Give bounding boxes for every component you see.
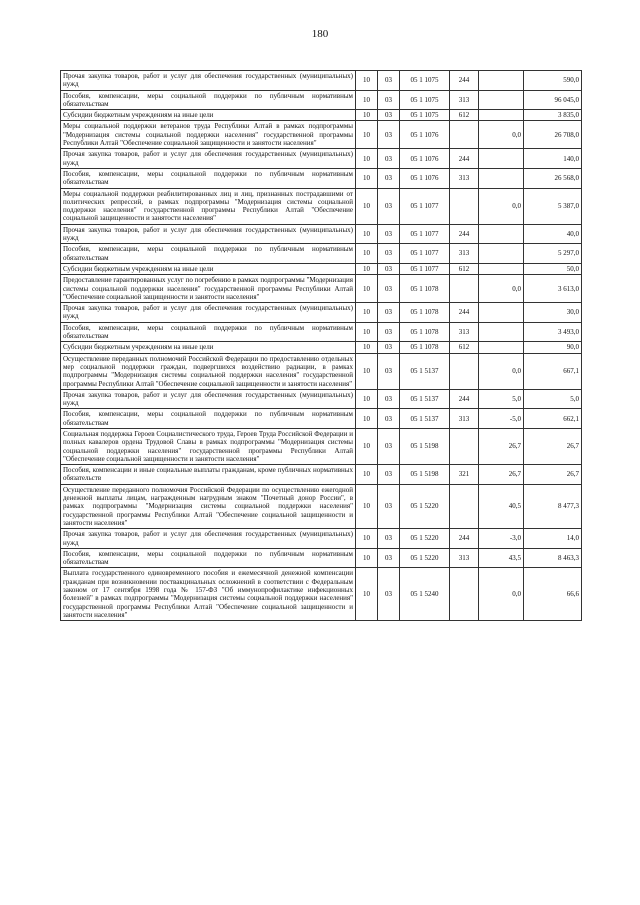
expense-type-cell: 244 [450, 303, 479, 323]
change-amount-cell: 5,0 [479, 389, 524, 409]
change-amount-cell: -3,0 [479, 529, 524, 549]
table-row [61, 548, 582, 568]
subsection-code-cell: 03 [378, 428, 400, 464]
expense-type-cell [450, 484, 479, 528]
change-amount-cell: 0,0 [479, 121, 524, 149]
change-amount-cell [479, 244, 524, 264]
budget-table [60, 70, 582, 621]
row-name-cell: Пособия, компенсации, меры социальной поддержки по публичным нормативным обязательствам [61, 168, 356, 188]
subsection-code-cell: 03 [378, 263, 400, 274]
total-amount-cell: 8 463,3 [524, 548, 582, 568]
table-row [61, 389, 582, 409]
section-code-cell: 10 [356, 409, 378, 429]
section-code-cell: 10 [356, 353, 378, 389]
section-code-cell: 10 [356, 428, 378, 464]
expense-type-cell: 244 [450, 224, 479, 244]
total-amount-cell: 5,0 [524, 389, 582, 409]
change-amount-cell [479, 303, 524, 323]
section-code-cell: 10 [356, 275, 378, 303]
subsection-code-cell: 03 [378, 149, 400, 169]
section-code-cell: 10 [356, 121, 378, 149]
target-article-cell: 05 1 5220 [400, 548, 450, 568]
expense-type-cell: 244 [450, 389, 479, 409]
total-amount-cell: 26 708,0 [524, 121, 582, 149]
expense-type-cell: 313 [450, 548, 479, 568]
row-name-cell: Меры социальной поддержки реабилитированных лиц и лиц, признанных пострадавшими от политических репрессий, в рамках подпрограммы "Модернизация системы социальной поддержки населения" государственной программы Республики Алтай "Обеспечение социальной защищенности и занятости населения" [61, 188, 356, 224]
table-row [61, 409, 582, 429]
subsection-code-cell: 03 [378, 409, 400, 429]
target-article-cell: 05 1 1078 [400, 275, 450, 303]
subsection-code-cell: 03 [378, 353, 400, 389]
change-amount-cell [479, 149, 524, 169]
expense-type-cell: 244 [450, 529, 479, 549]
table-row [61, 149, 582, 169]
total-amount-cell: 140,0 [524, 149, 582, 169]
target-article-cell: 05 1 5220 [400, 484, 450, 528]
subsection-code-cell: 03 [378, 322, 400, 342]
subsection-code-cell: 03 [378, 244, 400, 264]
change-amount-cell [479, 342, 524, 353]
target-article-cell: 05 1 5198 [400, 428, 450, 464]
total-amount-cell: 5 297,0 [524, 244, 582, 264]
expense-type-cell [450, 568, 479, 621]
expense-type-cell [450, 188, 479, 224]
change-amount-cell [479, 224, 524, 244]
section-code-cell: 10 [356, 110, 378, 121]
subsection-code-cell: 03 [378, 389, 400, 409]
target-article-cell: 05 1 1075 [400, 71, 450, 91]
target-article-cell: 05 1 1078 [400, 322, 450, 342]
change-amount-cell: 43,5 [479, 548, 524, 568]
change-amount-cell: 0,0 [479, 275, 524, 303]
section-code-cell: 10 [356, 303, 378, 323]
target-article-cell: 05 1 1075 [400, 90, 450, 110]
total-amount-cell: 3 613,0 [524, 275, 582, 303]
change-amount-cell: 0,0 [479, 188, 524, 224]
expense-type-cell [450, 275, 479, 303]
total-amount-cell: 662,1 [524, 409, 582, 429]
row-name-cell: Осуществление переданных полномочий Российской Федерации по предоставлению отдельных мер социальной поддержки граждан, подвергшихся воздействию радиации, в рамках подпрограммы "Модернизация системы социальной поддержки населения" государственной программы Республики Алтай "Обеспечение социальной защищенности и занятости населения" [61, 353, 356, 389]
row-name-cell: Прочая закупка товаров, работ и услуг для обеспечения государственных (муниципальных) нужд [61, 303, 356, 323]
section-code-cell: 10 [356, 484, 378, 528]
target-article-cell: 05 1 1075 [400, 110, 450, 121]
table-row [61, 428, 582, 464]
expense-type-cell: 612 [450, 110, 479, 121]
section-code-cell: 10 [356, 389, 378, 409]
target-article-cell: 05 1 5198 [400, 465, 450, 485]
expense-type-cell [450, 121, 479, 149]
expense-type-cell: 244 [450, 149, 479, 169]
subsection-code-cell: 03 [378, 548, 400, 568]
subsection-code-cell: 03 [378, 275, 400, 303]
subsection-code-cell: 03 [378, 529, 400, 549]
expense-type-cell [450, 353, 479, 389]
page-number: 180 [311, 28, 329, 40]
total-amount-cell: 8 477,3 [524, 484, 582, 528]
target-article-cell: 05 1 1078 [400, 303, 450, 323]
target-article-cell: 05 1 1077 [400, 263, 450, 274]
total-amount-cell: 90,0 [524, 342, 582, 353]
row-name-cell: Прочая закупка товаров, работ и услуг для обеспечения государственных (муниципальных) нужд [61, 529, 356, 549]
target-article-cell: 05 1 1076 [400, 149, 450, 169]
table-row [61, 529, 582, 549]
subsection-code-cell: 03 [378, 342, 400, 353]
total-amount-cell: 26 568,0 [524, 168, 582, 188]
table-row [61, 275, 582, 303]
row-name-cell: Осуществление переданного полномочия Российской Федерации по осуществлению ежегодной денежной выплаты лицам, награжденным нагрудным знаком "Почетный донор России", в рамках подпрограммы "Модернизация системы социальной поддержки населения" государственной программы Республики Алтай "Обеспечение социальной защищенности и занятости населения" [61, 484, 356, 528]
table-row [61, 484, 582, 528]
section-code-cell: 10 [356, 224, 378, 244]
target-article-cell: 05 1 1076 [400, 168, 450, 188]
row-name-cell: Прочая закупка товаров, работ и услуг для обеспечения государственных (муниципальных) нужд [61, 149, 356, 169]
total-amount-cell: 26,7 [524, 428, 582, 464]
section-code-cell: 10 [356, 342, 378, 353]
target-article-cell: 05 1 1078 [400, 342, 450, 353]
subsection-code-cell: 03 [378, 121, 400, 149]
change-amount-cell: -5,0 [479, 409, 524, 429]
subsection-code-cell: 03 [378, 71, 400, 91]
row-name-cell: Выплата государственного единовременного пособия и ежемесячной денежной компенсации гражданам при возникновении поствакцинальных осложнений в соответствии с Федеральным законом от 17 сентября 1998 года № 157-ФЗ "Об иммунопрофилактике инфекционных болезней" в рамках подпрограммы "Модернизация системы социальной поддержки населения" государственной программы Республики Алтай "Обеспечение социальной защищенности и занятости населения" [61, 568, 356, 621]
table-row [61, 244, 582, 264]
expense-type-cell [450, 428, 479, 464]
subsection-code-cell: 03 [378, 90, 400, 110]
table-row [61, 322, 582, 342]
table-row [61, 342, 582, 353]
expense-type-cell: 313 [450, 322, 479, 342]
expense-type-cell: 321 [450, 465, 479, 485]
change-amount-cell: 26,7 [479, 465, 524, 485]
table-row [61, 465, 582, 485]
expense-type-cell: 313 [450, 90, 479, 110]
row-name-cell: Пособия, компенсации, меры социальной поддержки по публичным нормативным обязательствам [61, 548, 356, 568]
target-article-cell: 05 1 5240 [400, 568, 450, 621]
target-article-cell: 05 1 5137 [400, 409, 450, 429]
target-article-cell: 05 1 5137 [400, 353, 450, 389]
section-code-cell: 10 [356, 529, 378, 549]
change-amount-cell: 40,5 [479, 484, 524, 528]
table-row [61, 90, 582, 110]
subsection-code-cell: 03 [378, 303, 400, 323]
total-amount-cell: 96 045,0 [524, 90, 582, 110]
total-amount-cell: 667,1 [524, 353, 582, 389]
target-article-cell: 05 1 1076 [400, 121, 450, 149]
subsection-code-cell: 03 [378, 188, 400, 224]
target-article-cell: 05 1 1077 [400, 188, 450, 224]
table-row [61, 188, 582, 224]
row-name-cell: Субсидии бюджетным учреждениям на иные цели [61, 342, 356, 353]
table-row [61, 353, 582, 389]
subsection-code-cell: 03 [378, 168, 400, 188]
row-name-cell: Меры социальной поддержки ветеранов труда Республики Алтай в рамках подпрограммы "Модернизация системы социальной поддержки населения" государственной программы Республики Алтай "Обеспечение социальной защищенности и занятости населения" [61, 121, 356, 149]
row-name-cell: Субсидии бюджетным учреждениям на иные цели [61, 110, 356, 121]
section-code-cell: 10 [356, 244, 378, 264]
change-amount-cell: 0,0 [479, 568, 524, 621]
subsection-code-cell: 03 [378, 484, 400, 528]
table-row [61, 121, 582, 149]
section-code-cell: 10 [356, 322, 378, 342]
change-amount-cell [479, 71, 524, 91]
section-code-cell: 10 [356, 263, 378, 274]
section-code-cell: 10 [356, 149, 378, 169]
row-name-cell: Пособия, компенсации, меры социальной поддержки по публичным нормативным обязательствам [61, 90, 356, 110]
target-article-cell: 05 1 5220 [400, 529, 450, 549]
change-amount-cell [479, 110, 524, 121]
total-amount-cell: 66,6 [524, 568, 582, 621]
total-amount-cell: 40,0 [524, 224, 582, 244]
total-amount-cell: 590,0 [524, 71, 582, 91]
total-amount-cell: 30,0 [524, 303, 582, 323]
row-name-cell: Пособия, компенсации, меры социальной поддержки по публичным нормативным обязательствам [61, 409, 356, 429]
total-amount-cell: 5 387,0 [524, 188, 582, 224]
table-row [61, 263, 582, 274]
total-amount-cell: 50,0 [524, 263, 582, 274]
expense-type-cell: 313 [450, 168, 479, 188]
section-code-cell: 10 [356, 71, 378, 91]
section-code-cell: 10 [356, 168, 378, 188]
row-name-cell: Прочая закупка товаров, работ и услуг для обеспечения государственных (муниципальных) нужд [61, 389, 356, 409]
subsection-code-cell: 03 [378, 224, 400, 244]
row-name-cell: Пособия, компенсации, меры социальной поддержки по публичным нормативным обязательствам [61, 322, 356, 342]
total-amount-cell: 3 493,0 [524, 322, 582, 342]
change-amount-cell [479, 322, 524, 342]
section-code-cell: 10 [356, 568, 378, 621]
target-article-cell: 05 1 1077 [400, 244, 450, 264]
row-name-cell: Предоставление гарантированных услуг по погребению в рамках подпрограммы "Модернизация системы социальной поддержки населения" государственной программы Республики Алтай "Обеспечение социальной защищенности и занятости населения" [61, 275, 356, 303]
total-amount-cell: 14,0 [524, 529, 582, 549]
expense-type-cell: 244 [450, 71, 479, 91]
row-name-cell: Социальная поддержка Героев Социалистического труда, Героев Труда Российской Федерации и полных кавалеров ордена Трудовой Славы в рамках подпрограммы "Модернизация системы социальной поддержки населения" государственной программы Республики Алтай "Обеспечение социальной защищенности и занятости населения" [61, 428, 356, 464]
table-row [61, 303, 582, 323]
row-name-cell: Пособия, компенсации, меры социальной поддержки по публичным нормативным обязательствам [61, 244, 356, 264]
change-amount-cell [479, 263, 524, 274]
subsection-code-cell: 03 [378, 110, 400, 121]
table-row [61, 71, 582, 91]
table-row [61, 224, 582, 244]
section-code-cell: 10 [356, 548, 378, 568]
change-amount-cell: 26,7 [479, 428, 524, 464]
total-amount-cell: 26,7 [524, 465, 582, 485]
row-name-cell: Прочая закупка товаров, работ и услуг для обеспечения государственных (муниципальных) нужд [61, 224, 356, 244]
section-code-cell: 10 [356, 188, 378, 224]
target-article-cell: 05 1 5137 [400, 389, 450, 409]
target-article-cell: 05 1 1077 [400, 224, 450, 244]
section-code-cell: 10 [356, 465, 378, 485]
table-row [61, 168, 582, 188]
change-amount-cell [479, 168, 524, 188]
section-code-cell: 10 [356, 90, 378, 110]
row-name-cell: Пособия, компенсации и иные социальные выплаты гражданам, кроме публичных нормативных обязательств [61, 465, 356, 485]
subsection-code-cell: 03 [378, 465, 400, 485]
expense-type-cell: 612 [450, 342, 479, 353]
table-row [61, 110, 582, 121]
expense-type-cell: 313 [450, 244, 479, 264]
row-name-cell: Прочая закупка товаров, работ и услуг для обеспечения государственных (муниципальных) нужд [61, 71, 356, 91]
table-row [61, 568, 582, 621]
change-amount-cell: 0,0 [479, 353, 524, 389]
expense-type-cell: 612 [450, 263, 479, 274]
row-name-cell: Субсидии бюджетным учреждениям на иные цели [61, 263, 356, 274]
total-amount-cell: 3 835,0 [524, 110, 582, 121]
expense-type-cell: 313 [450, 409, 479, 429]
subsection-code-cell: 03 [378, 568, 400, 621]
change-amount-cell [479, 90, 524, 110]
